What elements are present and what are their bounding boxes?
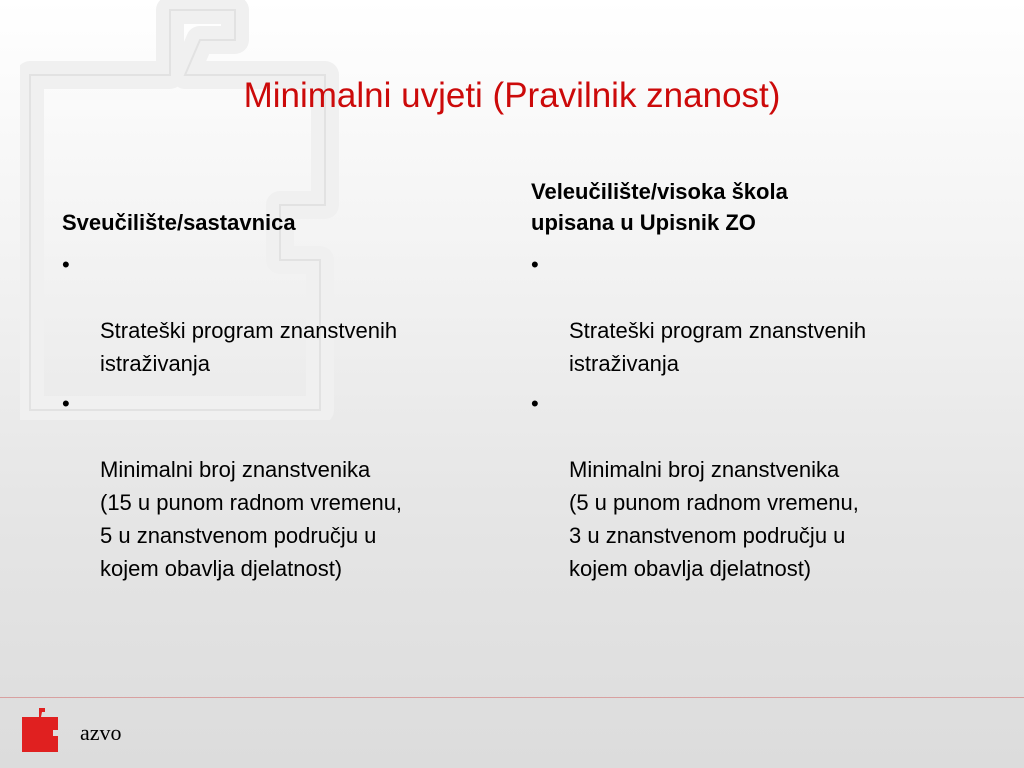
bullet-icon: • [62, 391, 70, 416]
list-item: • Strateški program znanstvenih istraživanja [62, 248, 512, 380]
azvo-logo-icon [18, 706, 62, 756]
bullet-icon: • [531, 252, 539, 277]
left-column-heading: Sveučilište/sastavnica [62, 210, 296, 235]
list-item: • Minimalni broj znanstvenika (15 u punom radnom vremenu, 5 u znanstvenom području u kojem obavlja djelatnost) [62, 387, 512, 585]
right-column [531, 176, 981, 592]
footer-divider [0, 697, 1024, 698]
bullet-icon: • [62, 252, 70, 277]
left-column [62, 176, 512, 592]
list-item: • Minimalni broj znanstvenika (5 u punom radnom vremenu, 3 u znanstvenom području u kojem obavlja djelatnost) [531, 387, 981, 585]
right-bullet-list [531, 248, 981, 585]
slide-title: Minimalni uvjeti (Pravilnik znanost) [243, 76, 781, 115]
right-column-heading: Veleučilište/visoka škola upisana u Upisnik ZO [531, 179, 788, 235]
bullet-icon: • [531, 391, 539, 416]
list-item: • Strateški program znanstvenih istraživanja [531, 248, 981, 380]
left-bullet-list [62, 248, 512, 585]
logo-text: azvo [80, 720, 122, 745]
